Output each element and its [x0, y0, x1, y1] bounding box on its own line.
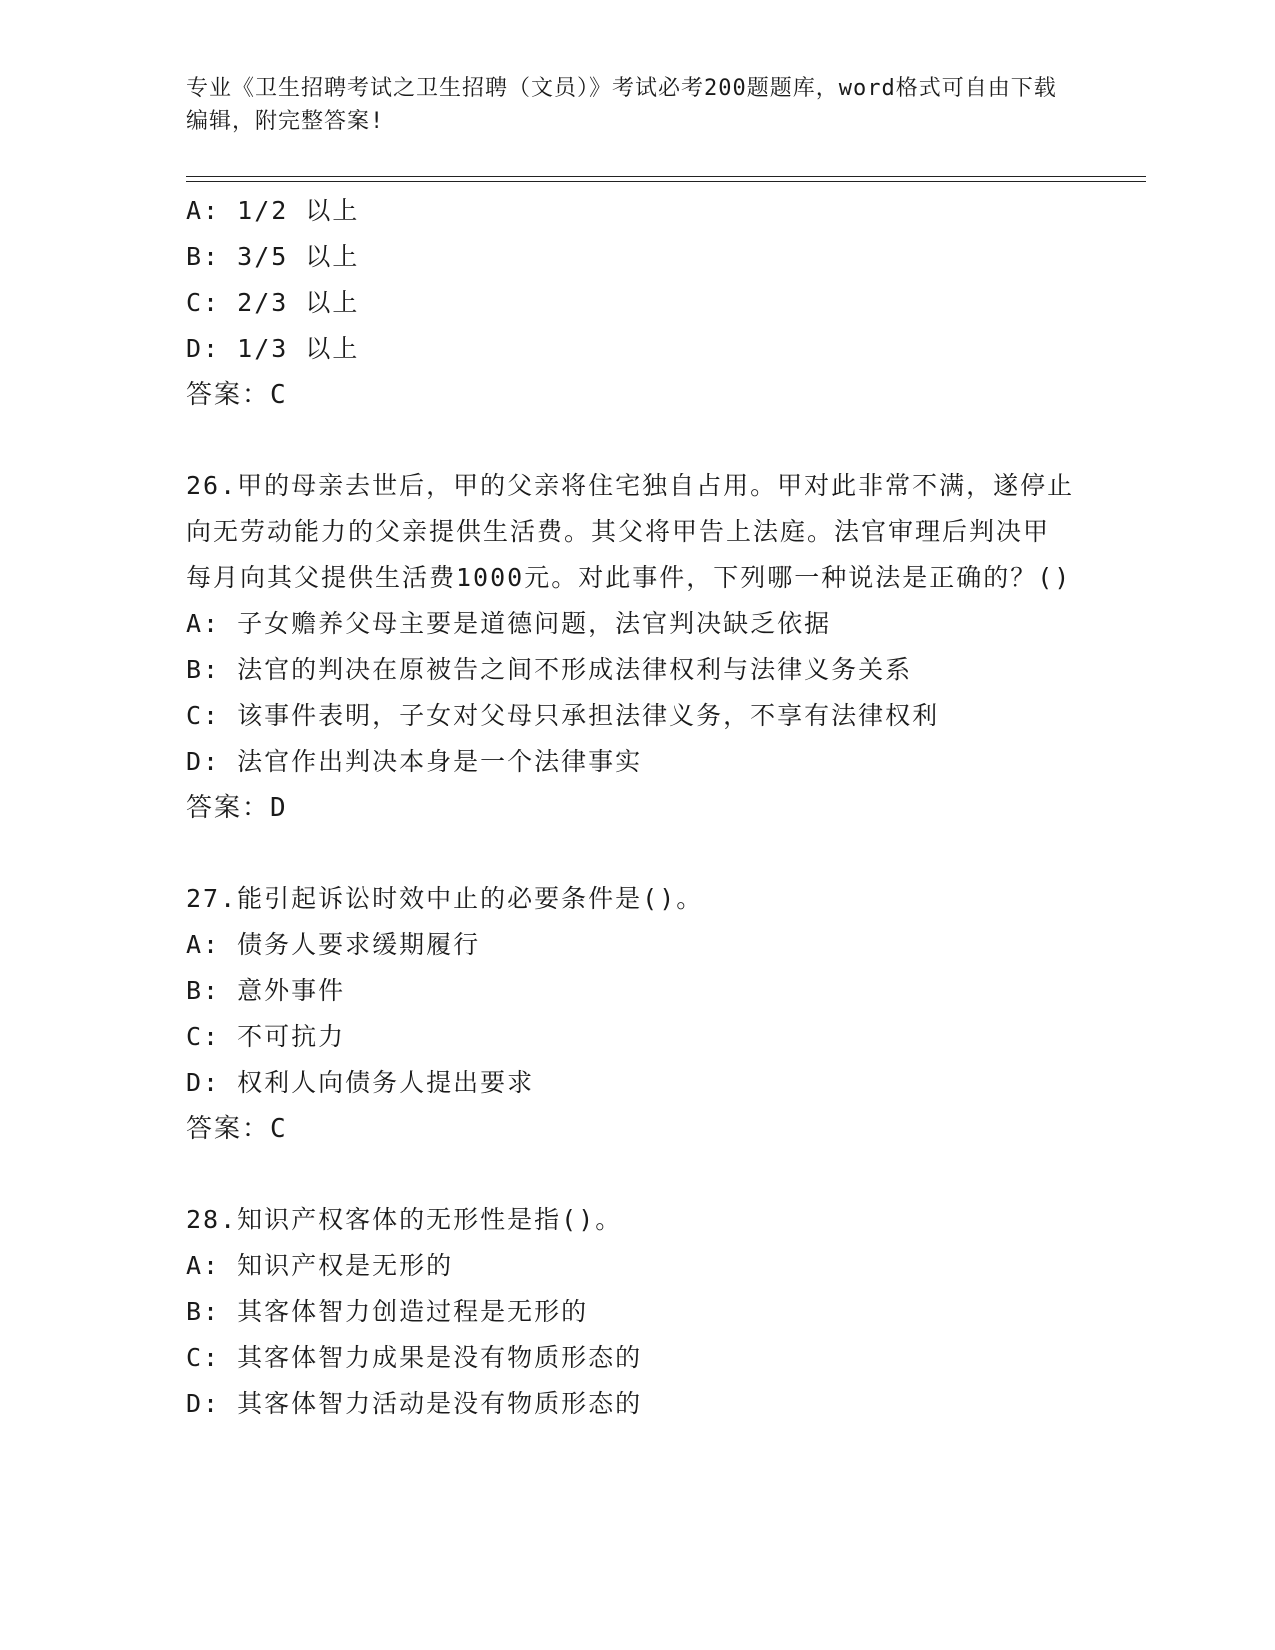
- option-c: C: 其客体智力成果是没有物质形态的: [186, 1343, 643, 1372]
- header-divider-top: [186, 176, 1146, 177]
- option-b: B: 3/5 以上: [186, 242, 360, 271]
- question-25-continuation: [186, 188, 1086, 418]
- question-stem: 27.能引起诉讼时效中止的必要条件是()。: [186, 884, 704, 913]
- question-stem: 28.知识产权客体的无形性是指()。: [186, 1205, 623, 1234]
- question-list: [186, 188, 1086, 1427]
- question-stem: 26.甲的母亲去世后，甲的父亲将住宅独自占用。甲对此非常不满，遂停止向无劳动能力的父亲提供生活费。其父将甲告上法庭。法官审理后判决甲每月向其父提供生活费1000元。对此事件，下列哪一种说法是正确的？(): [186, 471, 1075, 592]
- option-d: D: 法官作出判决本身是一个法律事实: [186, 747, 643, 776]
- option-b: B: 意外事件: [186, 976, 346, 1005]
- question-28: [186, 1197, 1086, 1427]
- spacer: [186, 1152, 1086, 1197]
- option-c: C: 该事件表明，子女对父母只承担法律义务，不享有法律权利: [186, 701, 940, 730]
- option-b: B: 其客体智力创造过程是无形的: [186, 1297, 589, 1326]
- option-b: B: 法官的判决在原被告之间不形成法律权利与法律义务关系: [186, 655, 913, 684]
- option-d: D: 1/3 以上: [186, 334, 360, 363]
- option-a: A: 知识产权是无形的: [186, 1251, 454, 1280]
- header-divider-bottom: [186, 181, 1146, 182]
- answer-label: 答案：D: [186, 793, 288, 823]
- option-c: C: 2/3 以上: [186, 288, 360, 317]
- question-27: [186, 876, 1086, 1152]
- option-a: A: 债务人要求缓期履行: [186, 930, 481, 959]
- option-a: A: 1/2 以上: [186, 196, 360, 225]
- option-c: C: 不可抗力: [186, 1022, 346, 1051]
- answer-label: 答案：C: [186, 380, 288, 410]
- option-a: A: 子女赡养父母主要是道德问题，法官判决缺乏依据: [186, 609, 832, 638]
- option-d: D: 权利人向债务人提出要求: [186, 1068, 535, 1097]
- option-d: D: 其客体智力活动是没有物质形态的: [186, 1389, 643, 1418]
- spacer: [186, 831, 1086, 876]
- document-header: 专业《卫生招聘考试之卫生招聘（文员）》考试必考200题题库，word格式可自由下载编辑，附完整答案!: [186, 76, 1057, 134]
- answer-label: 答案：C: [186, 1114, 288, 1144]
- question-26: [186, 463, 1086, 831]
- spacer: [186, 418, 1086, 463]
